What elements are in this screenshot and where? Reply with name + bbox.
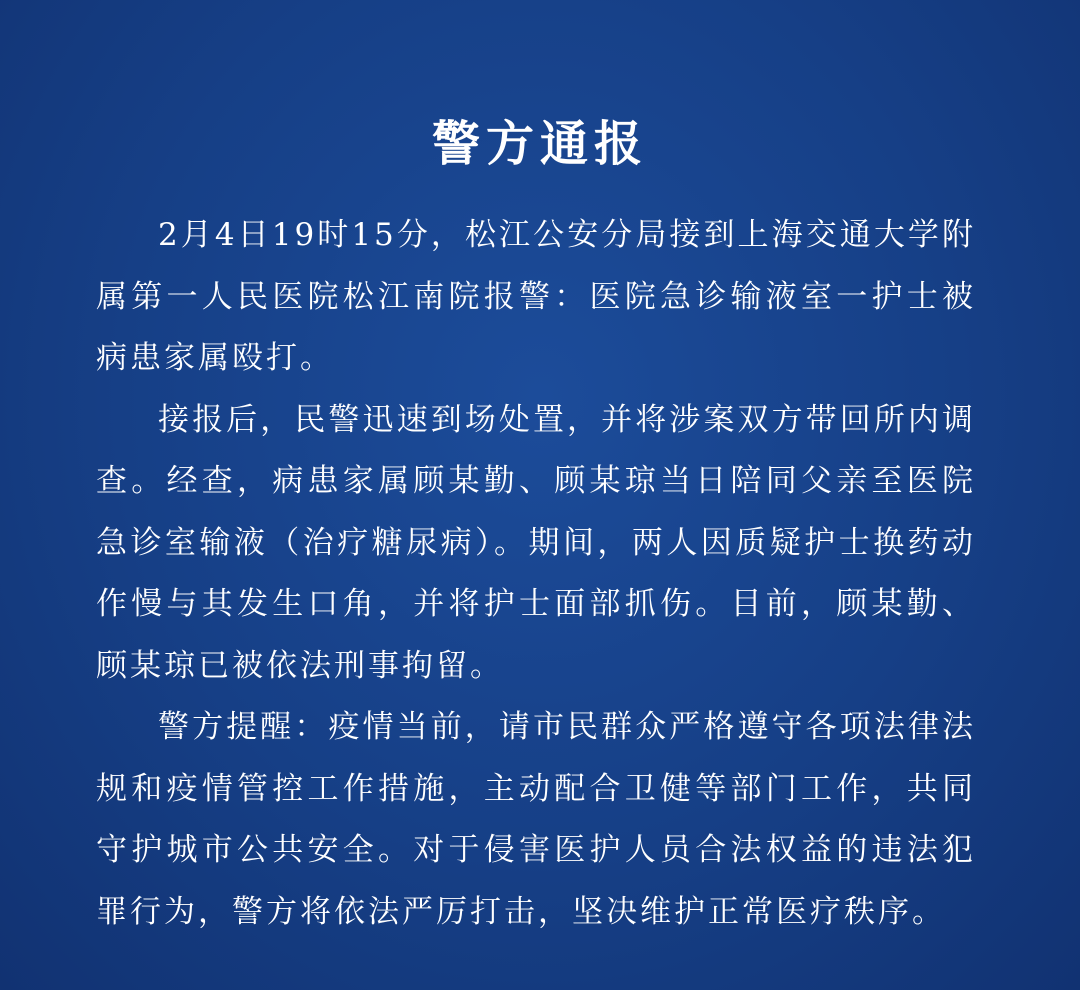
notice-paragraph-3: 警方提醒：疫情当前，请市民群众严格遵守各项法律法规和疫情管控工作措施，主动配合卫健等部门工作，共同守护城市公共安全。对于侵害医护人员合法权益的违法犯罪行为，警方将依法严厉打击，坚决维护正常医疗秩序。	[96, 709, 976, 930]
notice-paragraph-1: 2月4日19时15分，松江公安分局接到上海交通大学附属第一人民医院松江南院报警：医院急诊输液室一护士被病患家属殴打。	[96, 217, 976, 376]
notice-body	[96, 205, 976, 943]
notice-paragraph-2: 接报后，民警迅速到场处置，并将涉案双方带回所内调查。经查，病患家属顾某勤、顾某琼当日陪同父亲至医院急诊室输液（治疗糖尿病）。期间，两人因质疑护士换药动作慢与其发生口角，并将护士面部抓伤。目前，顾某勤、顾某琼已被依法刑事拘留。	[96, 401, 976, 684]
notice-title: 警方通报	[431, 116, 648, 172]
